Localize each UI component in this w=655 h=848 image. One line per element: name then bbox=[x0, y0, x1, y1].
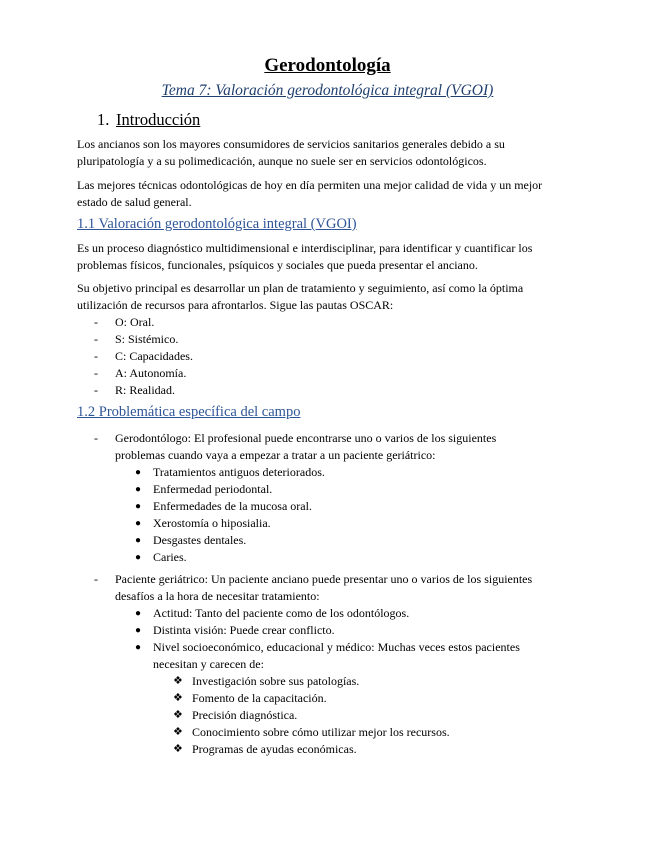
list-item: Fomento de la capacitación. bbox=[192, 691, 327, 705]
bullet-marker: ● bbox=[135, 518, 142, 529]
list-item: Precisión diagnóstica. bbox=[192, 708, 298, 722]
list-item: Distinta visión: Puede crear conflicto. bbox=[153, 623, 335, 637]
list-item: Investigación sobre sus patologías. bbox=[192, 674, 360, 688]
section-number: 1. bbox=[97, 110, 110, 129]
paragraph-line: estado de salud general. bbox=[77, 195, 192, 209]
diamond-marker: ❖ bbox=[173, 726, 183, 738]
list-item: Gerodontólogo: El profesional puede encontrarse uno o varios de los siguientes bbox=[115, 431, 497, 445]
list-item: Xerostomía o hiposialia. bbox=[153, 516, 271, 530]
list-item: A: Autonomía. bbox=[115, 366, 187, 380]
list-item: Paciente geriátrico: Un paciente anciano puede presentar uno o varios de los siguientes bbox=[115, 572, 533, 586]
list-item: O: Oral. bbox=[115, 315, 155, 329]
document-subtitle: Tema 7: Valoración gerodontológica integral (VGOI) bbox=[161, 82, 494, 99]
subsection-heading-problematica: 1.2 Problemática específica del campo bbox=[77, 404, 301, 420]
dash-marker: - bbox=[94, 366, 98, 380]
list-item: Desgastes dentales. bbox=[153, 533, 247, 547]
dash-marker: - bbox=[94, 572, 98, 586]
list-item: Nivel socioeconómico, educacional y médico: Muchas veces estos pacientes bbox=[153, 640, 520, 654]
list-item: Programas de ayudas económicas. bbox=[192, 742, 357, 756]
list-item: Enfermedad periodontal. bbox=[153, 482, 273, 496]
bullet-marker: ● bbox=[135, 552, 142, 563]
list-item-continuation: necesitan y carecen de: bbox=[153, 657, 264, 671]
bullet-marker: ● bbox=[135, 484, 142, 495]
paragraph-line: Los ancianos son los mayores consumidores de servicios sanitarios generales debido a su bbox=[77, 137, 505, 151]
paragraph-line: Las mejores técnicas odontológicas de hoy en día permiten una mejor calidad de vida y un mejor bbox=[77, 178, 543, 192]
list-item-continuation: desafíos a la hora de necesitar tratamiento: bbox=[115, 589, 320, 603]
diamond-marker: ❖ bbox=[173, 675, 183, 687]
paragraph-line: problemas físicos, funcionales, psíquicos y sociales que pueda presentar el anciano. bbox=[77, 258, 478, 272]
paragraph-line: pluripatología y a su polimedicación, aunque no suele ser en servicios odontológicos. bbox=[77, 154, 487, 168]
dash-marker: - bbox=[94, 315, 98, 329]
dash-marker: - bbox=[94, 431, 98, 445]
list-item: Caries. bbox=[153, 550, 187, 564]
bullet-marker: ● bbox=[135, 535, 142, 546]
dash-marker: - bbox=[94, 349, 98, 363]
list-item: Conocimiento sobre cómo utilizar mejor los recursos. bbox=[192, 725, 450, 739]
diamond-marker: ❖ bbox=[173, 743, 183, 755]
bullet-marker: ● bbox=[135, 625, 142, 636]
paragraph-line: Su objetivo principal es desarrollar un plan de tratamiento y seguimiento, así como la óptima bbox=[77, 281, 524, 295]
document-title: Gerodontología bbox=[264, 55, 391, 76]
bullet-marker: ● bbox=[135, 608, 142, 619]
list-item: S: Sistémico. bbox=[115, 332, 179, 346]
subsection-heading-vgoi: 1.1 Valoración gerodontológica integral (VGOI) bbox=[77, 216, 357, 232]
list-item: Tratamientos antiguos deteriorados. bbox=[153, 465, 325, 479]
list-item-continuation: problemas cuando vaya a empezar a tratar a un paciente geriátrico: bbox=[115, 448, 436, 462]
dash-marker: - bbox=[94, 383, 98, 397]
list-item: C: Capacidades. bbox=[115, 349, 193, 363]
bullet-marker: ● bbox=[135, 467, 142, 478]
list-item: R: Realidad. bbox=[115, 383, 175, 397]
bullet-marker: ● bbox=[135, 501, 142, 512]
list-item: Actitud: Tanto del paciente como de los odontólogos. bbox=[153, 606, 410, 620]
paragraph-line: utilización de recursos para afrontarlos. Sigue las pautas OSCAR: bbox=[77, 298, 394, 312]
section-title: Introducción bbox=[116, 110, 201, 129]
diamond-marker: ❖ bbox=[173, 692, 183, 704]
paragraph-line: Es un proceso diagnóstico multidimensional e interdisciplinar, para identificar y cuantificar los bbox=[77, 241, 533, 255]
list-item: Enfermedades de la mucosa oral. bbox=[153, 499, 312, 513]
dash-marker: - bbox=[94, 332, 98, 346]
bullet-marker: ● bbox=[135, 642, 142, 653]
diamond-marker: ❖ bbox=[173, 709, 183, 721]
